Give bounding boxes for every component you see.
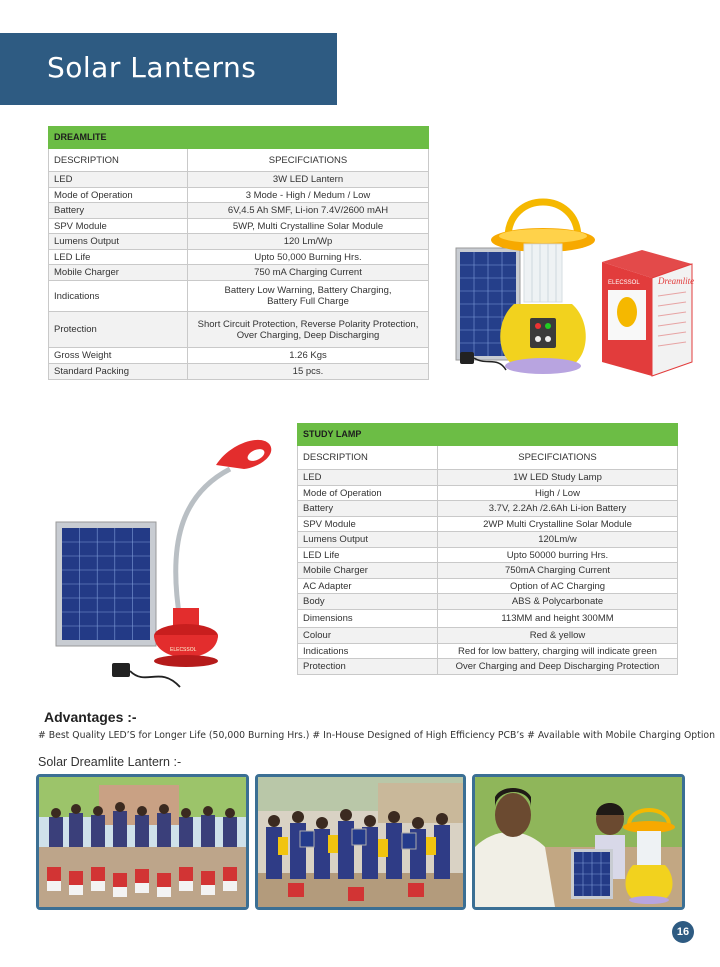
row-value-line: Battery Low Warning, Battery Charging, [224, 285, 392, 296]
table-row [49, 265, 429, 281]
row-label: Mode of Operation [298, 486, 438, 501]
row-value: ABS & Polycarbonate [438, 594, 678, 610]
table-row [49, 281, 429, 312]
table-row [298, 470, 678, 486]
photo-woman-and-child-with-lantern [472, 774, 685, 910]
row-value: Red for low battery, charging will indicate green [438, 644, 678, 659]
row-value [188, 281, 429, 312]
row-label: Gross Weight [49, 348, 188, 364]
row-value: 2WP Multi Crystalline Solar Module [438, 517, 678, 532]
column-specifications: SPECIFCIATIONS [438, 446, 678, 470]
row-value: 120Lm/w [438, 532, 678, 548]
row-label: Lumens Output [298, 532, 438, 548]
table-row [49, 348, 429, 364]
header-banner [0, 33, 337, 105]
photo-children-with-lanterns-2 [255, 774, 466, 910]
table-header-row [298, 424, 678, 446]
row-label: Protection [298, 659, 438, 675]
row-label: SPV Module [49, 219, 188, 234]
row-value: High / Low [438, 486, 678, 501]
row-value-line: Over Charging, Deep Discharging [236, 329, 380, 341]
table-row [298, 517, 678, 532]
photo-children-with-lanterns-1 [36, 774, 249, 910]
row-value [188, 312, 429, 348]
row-label: Dimensions [298, 610, 438, 628]
advantages-title: Advantages :- [44, 709, 137, 725]
row-value: 120 Lm/Wp [188, 234, 429, 250]
table-row [298, 579, 678, 594]
box-script-label: Dreamlite [658, 276, 695, 286]
row-label: Battery [298, 501, 438, 517]
lamp-brand-label: ELECSSOL [170, 647, 197, 653]
table-row [49, 312, 429, 348]
advantages-text: # Best Quality LED’S for Longer Life (50,000 Burning Hrs.) # In-House Designed of High Efficiency PCB’s # Available with Mobile Charging Option [38, 730, 716, 741]
column-specifications: SPECIFCIATIONS [188, 149, 429, 172]
row-value: 750 mA Charging Current [188, 265, 429, 281]
row-value-line: Short Circuit Protection, Reverse Polarity Protection, [197, 318, 419, 330]
row-label: Body [298, 594, 438, 610]
column-header-row [49, 149, 429, 172]
row-value: 6V,4.5 Ah SMF, Li-ion 7.4V/2600 mAH [188, 203, 429, 219]
page-title: Solar Lanterns [47, 51, 257, 84]
gallery-title: Solar Dreamlite Lantern :- [38, 755, 182, 769]
row-value: Over Charging and Deep Discharging Protection [438, 659, 678, 675]
box-brand-label: ELECSSOL [608, 280, 640, 286]
row-label: Standard Packing [49, 364, 188, 380]
row-value: 15 pcs. [188, 364, 429, 380]
row-value: 113MM and height 300MM [438, 610, 678, 628]
column-description: DESCRIPTION [298, 446, 438, 470]
row-label: SPV Module [298, 517, 438, 532]
product-name: STUDY LAMP [298, 424, 678, 446]
table-row [49, 219, 429, 234]
row-label: Mode of Operation [49, 188, 188, 203]
table-row [49, 234, 429, 250]
product-box-icon [602, 250, 694, 376]
table-header-row [49, 127, 429, 149]
lamp-icon [154, 440, 271, 667]
row-value: Upto 50,000 Burning Hrs. [188, 250, 429, 265]
row-value: 3 Mode - High / Medum / Low [188, 188, 429, 203]
table-row [49, 203, 429, 219]
table-row [298, 610, 678, 628]
row-label: LED [298, 470, 438, 486]
page-number: 16 [672, 921, 694, 943]
row-value: Upto 50000 burring Hrs. [438, 548, 678, 563]
row-value: 5WP, Multi Crystalline Solar Module [188, 219, 429, 234]
row-label: Battery [49, 203, 188, 219]
row-label: Lumens Output [49, 234, 188, 250]
table-row [298, 628, 678, 644]
row-value: 750mA Charging Current [438, 563, 678, 579]
study-lamp-product-image [30, 425, 292, 700]
row-value: Red & yellow [438, 628, 678, 644]
row-label: Protection [49, 312, 188, 348]
table-row [298, 486, 678, 501]
table-row [298, 548, 678, 563]
row-value: 1.26 Kgs [188, 348, 429, 364]
table-row [49, 364, 429, 380]
row-value: 1W LED Study Lamp [438, 470, 678, 486]
table-row [298, 532, 678, 548]
row-label: AC Adapter [298, 579, 438, 594]
row-value-line: Battery Full Charge [267, 296, 349, 307]
column-description: DESCRIPTION [49, 149, 188, 172]
row-label: Indications [298, 644, 438, 659]
study-lamp-spec-table [297, 423, 678, 675]
product-name: DREAMLITE [49, 127, 429, 149]
table-row [49, 172, 429, 188]
row-label: Indications [49, 281, 188, 312]
dreamlite-product-image [446, 180, 704, 385]
row-label: Mobile Charger [298, 563, 438, 579]
column-header-row [298, 446, 678, 470]
solar-panel-icon [56, 522, 156, 646]
table-row [298, 594, 678, 610]
table-row [49, 250, 429, 265]
row-label: Mobile Charger [49, 265, 188, 281]
row-value: 3.7V, 2.2Ah /2.6Ah Li-ion Battery [438, 501, 678, 517]
table-row [298, 659, 678, 675]
table-row [298, 644, 678, 659]
row-value: Option of AC Charging [438, 579, 678, 594]
row-label: LED [49, 172, 188, 188]
dreamlite-spec-table [48, 126, 429, 380]
row-label: LED Life [49, 250, 188, 265]
row-label: LED Life [298, 548, 438, 563]
table-row [298, 501, 678, 517]
row-label: Colour [298, 628, 438, 644]
table-row [49, 188, 429, 203]
table-row [298, 563, 678, 579]
row-value: 3W LED Lantern [188, 172, 429, 188]
charger-icon [112, 663, 180, 687]
